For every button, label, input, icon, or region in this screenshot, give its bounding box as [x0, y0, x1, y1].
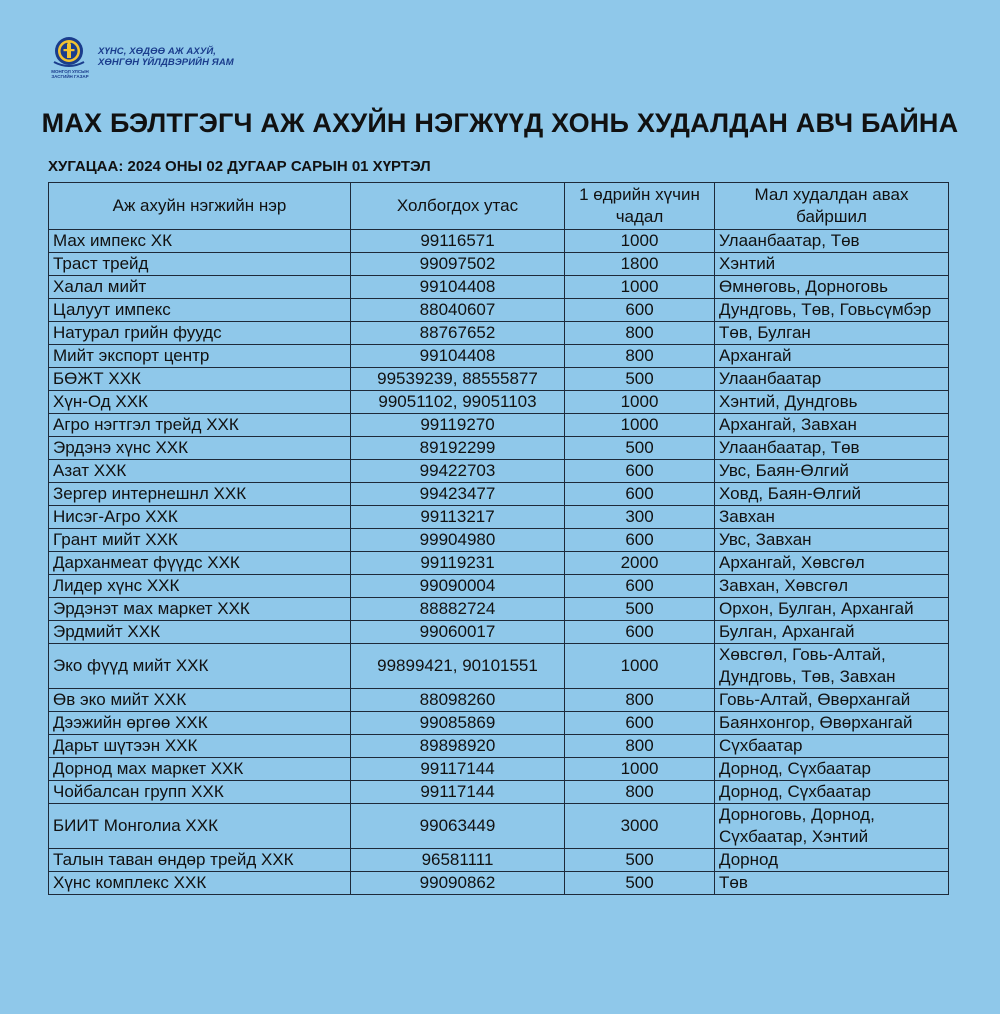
- capacity-cell: 500: [565, 872, 715, 895]
- phone-cell: 99097502: [351, 253, 565, 276]
- capacity-cell: 800: [565, 781, 715, 804]
- location-cell: Баянхонгор, Өвөрхангай: [715, 712, 949, 735]
- location-cell: Хэнтий: [715, 253, 949, 276]
- capacity-cell: 1000: [565, 230, 715, 253]
- table-row: [49, 598, 949, 621]
- deadline-text: ХУГАЦАА: 2024 ОНЫ 02 ДУГААР САРЫН 01 ХҮРТЭЛ: [48, 158, 431, 175]
- header-daily-capacity: 1 өдрийн хүчин чадал: [565, 183, 715, 230]
- phone-cell: 89192299: [351, 437, 565, 460]
- page-title: МАХ БЭЛТГЭГЧ АЖ АХУЙН НЭГЖҮҮД ХОНЬ ХУДАЛДАН АВЧ БАЙНА: [41, 108, 959, 138]
- location-cell: Дорноговь, Дорнод, Сүхбаатар, Хэнтий: [715, 804, 949, 849]
- location-cell: Төв, Булган: [715, 322, 949, 345]
- company-name-cell: Агро нэгтгэл трейд ХХК: [49, 414, 351, 437]
- phone-cell: 99063449: [351, 804, 565, 849]
- ministry-logo: [46, 36, 234, 82]
- ministry-name-line-2: ХӨНГӨН ҮЙЛДВЭРИЙН ЯАМ: [98, 57, 234, 68]
- phone-cell: 99117144: [351, 758, 565, 781]
- company-name-cell: БӨЖТ ХХК: [49, 368, 351, 391]
- table-row: [49, 368, 949, 391]
- capacity-cell: 800: [565, 322, 715, 345]
- phone-cell: 99904980: [351, 529, 565, 552]
- capacity-cell: 600: [565, 460, 715, 483]
- ministry-name: [98, 46, 234, 68]
- company-name-cell: Мах импекс ХК: [49, 230, 351, 253]
- capacity-cell: 600: [565, 483, 715, 506]
- capacity-cell: 800: [565, 735, 715, 758]
- table-row: [49, 230, 949, 253]
- table-row: [49, 414, 949, 437]
- company-name-cell: Дээжийн өргөө ХХК: [49, 712, 351, 735]
- phone-cell: 99117144: [351, 781, 565, 804]
- phone-cell: 99085869: [351, 712, 565, 735]
- phone-cell: 99090004: [351, 575, 565, 598]
- table-row: [49, 437, 949, 460]
- company-name-cell: Азат ХХК: [49, 460, 351, 483]
- company-name-cell: Эко фүүд мийт ХХК: [49, 644, 351, 689]
- phone-cell: 99051102, 99051103: [351, 391, 565, 414]
- location-cell: Завхан, Хөвсгөл: [715, 575, 949, 598]
- phone-cell: 99539239, 88555877: [351, 368, 565, 391]
- header-purchase-location: Мал худалдан авах байршил: [715, 183, 949, 230]
- table-row: [49, 299, 949, 322]
- table-row: [49, 391, 949, 414]
- table-row: [49, 849, 949, 872]
- capacity-cell: 500: [565, 598, 715, 621]
- company-name-cell: Нисэг-Агро ХХК: [49, 506, 351, 529]
- location-cell: Улаанбаатар, Төв: [715, 230, 949, 253]
- table-row: [49, 644, 949, 689]
- capacity-cell: 1000: [565, 414, 715, 437]
- table-row: [49, 804, 949, 849]
- company-name-cell: Хүн-Од ХХК: [49, 391, 351, 414]
- company-name-cell: Дорнод мах маркет ХХК: [49, 758, 351, 781]
- phone-cell: 89898920: [351, 735, 565, 758]
- table-row: [49, 712, 949, 735]
- location-cell: Дорнод: [715, 849, 949, 872]
- table-row: [49, 758, 949, 781]
- capacity-cell: 800: [565, 689, 715, 712]
- location-cell: Говь-Алтай, Өвөрхангай: [715, 689, 949, 712]
- company-name-cell: Хүнс комплекс ХХК: [49, 872, 351, 895]
- capacity-cell: 600: [565, 299, 715, 322]
- table-row: [49, 552, 949, 575]
- location-cell: Төв: [715, 872, 949, 895]
- company-name-cell: Дарьт шүтээн ХХК: [49, 735, 351, 758]
- capacity-cell: 800: [565, 345, 715, 368]
- capacity-cell: 600: [565, 712, 715, 735]
- capacity-cell: 600: [565, 621, 715, 644]
- location-cell: Улаанбаатар, Төв: [715, 437, 949, 460]
- mongolia-state-emblem-icon: [46, 36, 92, 82]
- capacity-cell: 600: [565, 575, 715, 598]
- table-row: [49, 276, 949, 299]
- location-cell: Увс, Завхан: [715, 529, 949, 552]
- capacity-cell: 1000: [565, 276, 715, 299]
- location-cell: Хөвсгөл, Говь-Алтай, Дундговь, Төв, Завхан: [715, 644, 949, 689]
- company-name-cell: БИИТ Монголиа ХХК: [49, 804, 351, 849]
- company-name-cell: Грант мийт ХХК: [49, 529, 351, 552]
- location-cell: Орхон, Булган, Архангай: [715, 598, 949, 621]
- location-cell: Завхан: [715, 506, 949, 529]
- phone-cell: 88098260: [351, 689, 565, 712]
- location-cell: Дорнод, Сүхбаатар: [715, 758, 949, 781]
- phone-cell: 96581111: [351, 849, 565, 872]
- company-name-cell: Талын таван өндөр трейд ХХК: [49, 849, 351, 872]
- phone-cell: 99104408: [351, 276, 565, 299]
- phone-cell: 99423477: [351, 483, 565, 506]
- phone-cell: 99119270: [351, 414, 565, 437]
- phone-cell: 99090862: [351, 872, 565, 895]
- location-cell: Хэнтий, Дундговь: [715, 391, 949, 414]
- table-row: [49, 483, 949, 506]
- company-name-cell: Зергер интернешнл ХХК: [49, 483, 351, 506]
- table-row: [49, 781, 949, 804]
- capacity-cell: 500: [565, 849, 715, 872]
- table-row: [49, 322, 949, 345]
- table-row: [49, 506, 949, 529]
- phone-cell: 99119231: [351, 552, 565, 575]
- capacity-cell: 500: [565, 368, 715, 391]
- capacity-cell: 500: [565, 437, 715, 460]
- table-row: [49, 529, 949, 552]
- table-row: [49, 735, 949, 758]
- table-header-row: [49, 183, 949, 230]
- table-row: [49, 621, 949, 644]
- company-name-cell: Өв эко мийт ХХК: [49, 689, 351, 712]
- capacity-cell: 3000: [565, 804, 715, 849]
- table-row: [49, 345, 949, 368]
- company-name-cell: Лидер хүнс ХХК: [49, 575, 351, 598]
- location-cell: Өмнөговь, Дорноговь: [715, 276, 949, 299]
- table-row: [49, 872, 949, 895]
- location-cell: Дундговь, Төв, Говьсүмбэр: [715, 299, 949, 322]
- location-cell: Архангай, Завхан: [715, 414, 949, 437]
- company-name-cell: Эрдэнэт мах маркет ХХК: [49, 598, 351, 621]
- companies-table: [48, 182, 949, 895]
- table-row: [49, 460, 949, 483]
- phone-cell: 99899421, 90101551: [351, 644, 565, 689]
- location-cell: Ховд, Баян-Өлгий: [715, 483, 949, 506]
- capacity-cell: 1800: [565, 253, 715, 276]
- capacity-cell: 2000: [565, 552, 715, 575]
- company-name-cell: Эрдмийт ХХК: [49, 621, 351, 644]
- phone-cell: 99113217: [351, 506, 565, 529]
- capacity-cell: 300: [565, 506, 715, 529]
- location-cell: Увс, Баян-Өлгий: [715, 460, 949, 483]
- emblem-caption: МОНГОЛ УЛСЫН ЗАСГИЙН ГАЗАР: [51, 69, 89, 79]
- company-name-cell: Траст трейд: [49, 253, 351, 276]
- company-name-cell: Эрдэнэ хүнс ХХК: [49, 437, 351, 460]
- capacity-cell: 1000: [565, 644, 715, 689]
- company-name-cell: Натурал грийн фуудс: [49, 322, 351, 345]
- ministry-name-line-1: ХҮНС, ХӨДӨӨ АЖ АХУЙ,: [98, 46, 217, 57]
- phone-cell: 99104408: [351, 345, 565, 368]
- phone-cell: 88767652: [351, 322, 565, 345]
- location-cell: Дорнод, Сүхбаатар: [715, 781, 949, 804]
- capacity-cell: 1000: [565, 391, 715, 414]
- company-name-cell: Дарханмеат фүүдс ХХК: [49, 552, 351, 575]
- location-cell: Улаанбаатар: [715, 368, 949, 391]
- location-cell: Сүхбаатар: [715, 735, 949, 758]
- location-cell: Булган, Архангай: [715, 621, 949, 644]
- table-row: [49, 253, 949, 276]
- company-name-cell: Чойбалсан групп ХХК: [49, 781, 351, 804]
- phone-cell: 88882724: [351, 598, 565, 621]
- table-row: [49, 575, 949, 598]
- company-name-cell: Халал мийт: [49, 276, 351, 299]
- phone-cell: 88040607: [351, 299, 565, 322]
- phone-cell: 99060017: [351, 621, 565, 644]
- header-phone: Холбогдох утас: [351, 183, 565, 230]
- location-cell: Архангай: [715, 345, 949, 368]
- phone-cell: 99116571: [351, 230, 565, 253]
- phone-cell: 99422703: [351, 460, 565, 483]
- location-cell: Архангай, Хөвсгөл: [715, 552, 949, 575]
- company-name-cell: Мийт экспорт центр: [49, 345, 351, 368]
- capacity-cell: 600: [565, 529, 715, 552]
- table-row: [49, 689, 949, 712]
- company-name-cell: Цалуут импекс: [49, 299, 351, 322]
- capacity-cell: 1000: [565, 758, 715, 781]
- header-company-name: Аж ахуйн нэгжийн нэр: [49, 183, 351, 230]
